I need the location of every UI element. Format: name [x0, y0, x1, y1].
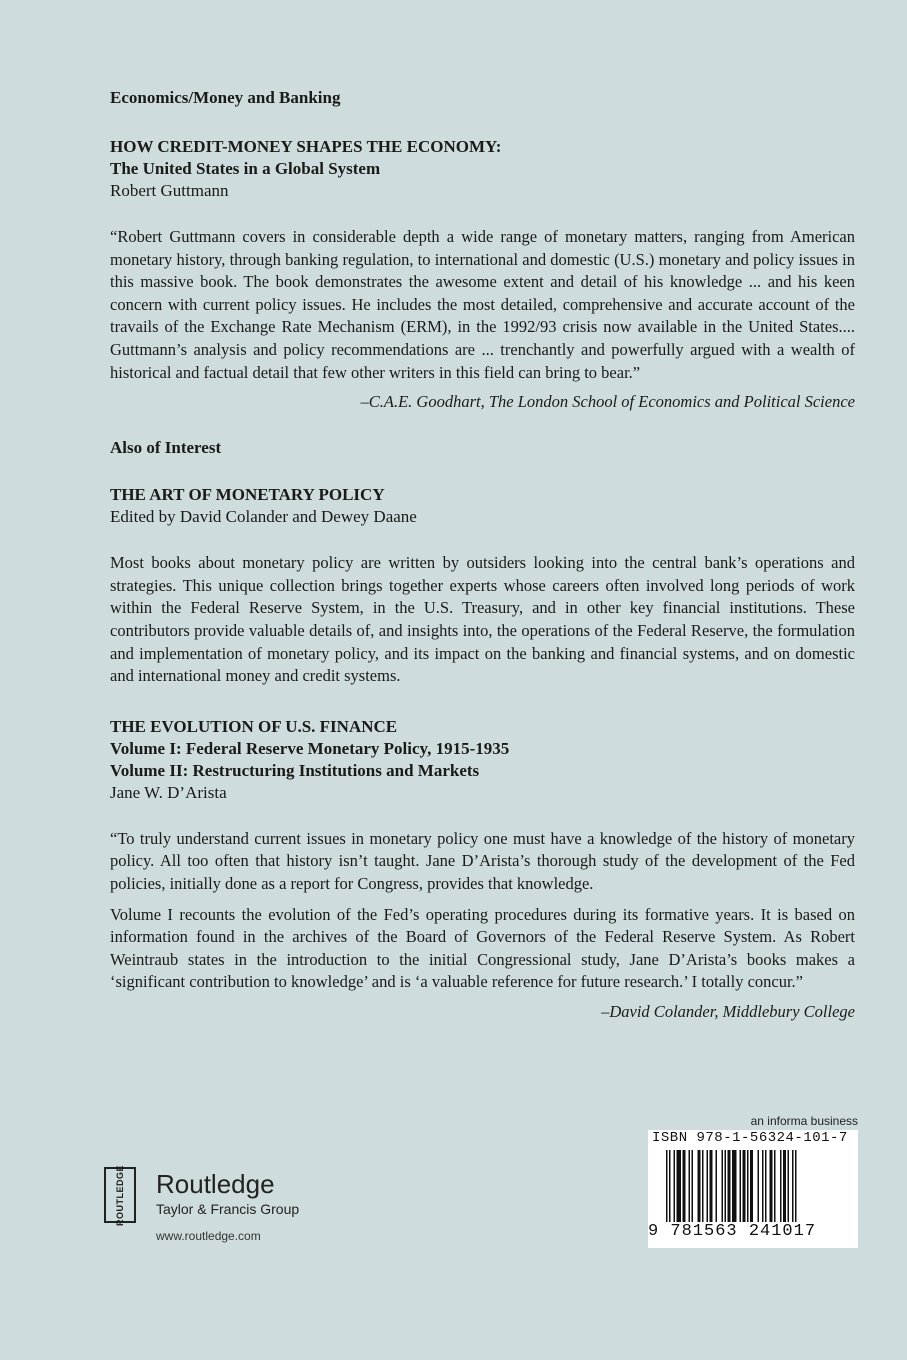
barcode-bar: [732, 1150, 737, 1222]
also-of-interest-heading: Also of Interest: [110, 438, 222, 458]
barcode-bar: [683, 1150, 686, 1222]
barcode-bar: [758, 1150, 760, 1222]
barcode-bar: [707, 1150, 709, 1222]
isbn-label: ISBN 978-1-56324-101-7: [652, 1130, 848, 1146]
barcode-bar: [783, 1150, 786, 1222]
barcode-bar: [765, 1150, 767, 1222]
barcode-bar: [770, 1150, 773, 1222]
barcode-bar: [795, 1150, 797, 1222]
book3-quote-p2: Volume I recounts the evolution of the Fed’s operating procedures during its formative years. It is based on information found in the archives of the Board of Governors of the Federal Reserve System. As Robert Weintraub states in the introduction to the initial Congressional study, Jane D’Arista’s books makes a ‘significant contribution to knowledge’ and is ‘a valuable reference for future research.’ I totally concur.”: [110, 904, 855, 992]
barcode-bar: [728, 1150, 731, 1222]
barcode-bar: [740, 1150, 742, 1222]
barcode-bar: [722, 1150, 724, 1222]
barcode-bar: [774, 1150, 776, 1222]
book3-title: THE EVOLUTION OF U.S. FINANCE: [110, 716, 398, 736]
book1-author: Robert Guttmann: [110, 181, 229, 200]
barcode-bar: [698, 1150, 701, 1222]
barcode-bar: [674, 1150, 676, 1222]
barcode-bar: [710, 1150, 713, 1222]
barcode-bar: [692, 1150, 694, 1222]
barcode-number: 9 781563 241017: [648, 1222, 817, 1241]
barcode-bar: [702, 1150, 704, 1222]
barcode-bar: [743, 1150, 746, 1222]
back-cover-text: [110, 88, 855, 1048]
barcode-bar: [750, 1150, 753, 1222]
isbn-barcode: [648, 1130, 858, 1248]
book1-quote: “Robert Guttmann covers in considerable depth a wide range of monetary matters, ranging from American monetary history, through banking regulation, to international and domestic (U.S.) monetary and policy issues in this massive book. The book demonstrates the awesome extent and detail of his knowledge ... and his keen concern with current policy issues. He includes the most detailed, comprehensive and accurate account of the travails of the Exchange Rate Mechanism (ERM), in the 1992/93 crisis now available in the United States.... Guttmann’s analysis and policy recommendations are ... trenchantly and powerfully argued with a wealth of historical and factual detail that few other writers in this field can bring to bear.”: [110, 227, 855, 382]
barcode-bar: [747, 1150, 749, 1222]
barcode-bar: [792, 1150, 794, 1222]
publisher-url: www.routledge.com: [156, 1229, 261, 1243]
book3-attribution: –David Colander, Middlebury College: [601, 1001, 855, 1021]
barcode-bar: [689, 1150, 691, 1222]
barcode-bar: [716, 1150, 718, 1222]
publisher-group: Taylor & Francis Group: [156, 1201, 300, 1217]
barcode-bar: [666, 1150, 668, 1222]
barcode-bar: [762, 1150, 764, 1222]
book3-volume2: Volume II: Restructuring Institutions and Markets: [110, 760, 480, 780]
book2-author: Edited by David Colander and Dewey Daane: [110, 507, 417, 527]
book3-volume1: Volume I: Federal Reserve Monetary Policy, 1915-1935: [110, 738, 510, 758]
book3-author: Jane W. D’Arista: [110, 782, 227, 802]
barcode-bar: [780, 1150, 782, 1222]
category-label: Economics/Money and Banking: [110, 88, 341, 107]
publisher-logo: [104, 1163, 344, 1243]
informa-label: an informa business: [750, 1114, 858, 1128]
book2-description: Most books about monetary policy are written by outsiders looking into the central bank’s operations and strategies. This unique collection brings together experts whose careers often involved long periods of work within the Federal Reserve System, in the U.S. Treasury, and in other key financial institutions. These contributors provide valuable details of, and insights into, the operations of the Federal Reserve, the formulation and implementation of monetary policy, and its impact on the banking and financial systems, and on domestic and international money and credit systems.: [110, 553, 855, 686]
book2-title: THE ART OF MONETARY POLICY: [110, 485, 385, 505]
barcode-bar: [677, 1150, 682, 1222]
barcode-bar: [725, 1150, 727, 1222]
barcode-bars-icon: [666, 1150, 846, 1230]
book1-title: HOW CREDIT-MONEY SHAPES THE ECONOMY:: [110, 137, 502, 156]
barcode-bar: [788, 1150, 790, 1222]
book1-subtitle: The United States in a Global System: [110, 159, 381, 178]
book1-attribution: –C.A.E. Goodhart, The London School of Economics and Political Science: [360, 392, 855, 412]
book3-quote-p1: “To truly understand current issues in monetary policy one must have a knowledge of the history of monetary policy. All too often that history isn’t taught. Jane D’Arista’s thorough study of the development of the Fed policies, initially done as a report for Congress, provides that knowledge.: [110, 828, 855, 893]
publisher-name: Routledge: [156, 1169, 275, 1199]
barcode-bar: [669, 1150, 671, 1222]
routledge-mark-icon: ROUTLEDGE: [104, 1167, 136, 1223]
